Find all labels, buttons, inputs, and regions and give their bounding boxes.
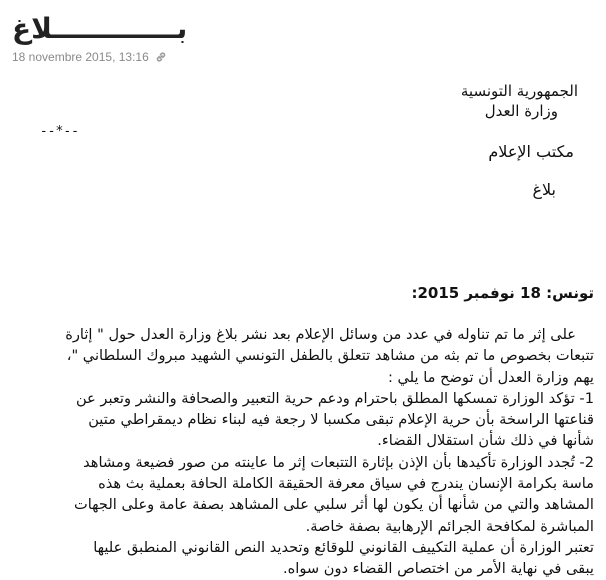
- communique-heading: بلاغ: [532, 180, 556, 199]
- text-line: شأنها في ذلك شأن استقلال القضاء.: [377, 432, 594, 450]
- text-line: 2- تُجدد الوزارة تأكيدها بأن الإذن بإثارة التتبعات إثر ما عاينته من صور فضيعة ومشاهد: [83, 453, 594, 471]
- text-line: 1- تؤكد الوزارة تمسكها المطلق باحترام ودعم حرية التعبير والصحافة والنشر وتعبر عن: [75, 389, 594, 407]
- letterhead-republic: الجمهورية التونسية: [460, 82, 578, 100]
- text-line: يهم وزارة العدل أن توضح ما يلي :: [387, 368, 594, 386]
- text-line: تعتبر الوزارة أن عملية التكييف القانوني للوقائع وتحديد النص القانوني المنطبق عليها: [93, 538, 594, 556]
- text-line: على إثر ما تم تناوله في عدد من وسائل الإعلام بعد نشر بلاغ وزارة العدل حول " إثارة: [65, 326, 576, 343]
- post-title[interactable]: بـــــــــــــلاغ: [12, 12, 188, 45]
- text-line: يبقى في نهاية الأمر من اختصاص القضاء دون سواه.: [282, 560, 594, 578]
- post-header: [12, 12, 592, 64]
- letterhead-office: مكتب الإعلام: [488, 142, 574, 161]
- post-meta: [12, 50, 592, 64]
- text-line: ماسة بكرامة الإنسان يندرج في سياق معرفة الحقيقة الكاملة الحافة بعملية بث هذه: [98, 475, 594, 493]
- letterhead-ministry: وزارة العدل: [484, 102, 558, 120]
- dateline: تونس: 18 نوفمبر 2015:: [411, 284, 594, 302]
- link-icon[interactable]: [155, 51, 167, 63]
- text-line: قناعتها الراسخة بأن حرية الإعلام تبقى مكسبا لا رجعة فيه لبناء نظام ديمقراطي متين: [88, 411, 594, 429]
- text-line: تتبعات بخصوص ما تم بثه من مشاهد تتعلق بالطفل التونسي الشهيد مبروك السلطاني "،: [66, 347, 594, 365]
- text-line: المشاهد والتي من شأنها أن يكون لها أثر سلبي على المشاهد بصفة عامة وعلى الجهات: [74, 496, 594, 514]
- post-date: 18 novembre 2015, 13:16: [12, 50, 149, 64]
- letterhead-separator: --*--: [39, 124, 79, 139]
- text-line: المباشرة لمكافحة الجرائم الإرهابية بصفة خاصة.: [305, 517, 594, 535]
- communique-text: [8, 324, 594, 580]
